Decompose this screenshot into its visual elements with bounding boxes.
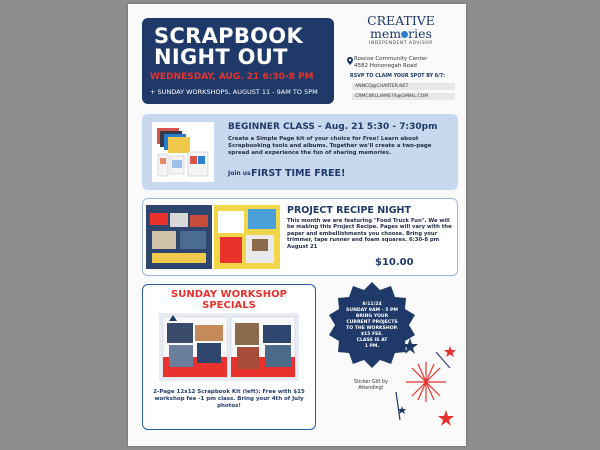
project-recipe-panel [142, 198, 458, 276]
badge-line-1: 8/11/24 [362, 302, 382, 307]
location-block [354, 56, 427, 69]
sunday-workshop-body: 2-Page 12x12 Scrapbook Kit (left): Free with $15 workshop fee -1 pm class. Bring your 4th of July photos! [153, 389, 305, 409]
badge-line-8: 1 PM. [364, 344, 380, 349]
badge-line-7: CLASS IS AT [356, 338, 388, 343]
email-1[interactable]: ANNCQ@CHARTER.NET [352, 83, 455, 90]
email-2[interactable]: CRMCWILLIAMS74@GMAIL.COM [352, 93, 455, 100]
logo-ries: ries [408, 26, 432, 41]
badge-line-5: TO THE WORKSHOP. [346, 326, 398, 331]
flyer-page [128, 4, 466, 446]
album-kit-image [152, 122, 214, 182]
fireworks-decoration-icon [390, 322, 462, 432]
event-subtitle: + SUNDAY WORKSHOPS, AUGUST 11 - 9AM TO 5PM [150, 88, 318, 96]
badge-line-2: SUNDAY 9AM - 5 PM [346, 308, 398, 313]
sunday-workshop-panel [142, 284, 316, 430]
badge-line-6: $15 FEE. [360, 332, 384, 337]
food-truck-layout-image-2 [214, 205, 280, 269]
sunday-title-line-2: SPECIALS [202, 300, 256, 311]
logo-subtitle: INDEPENDENT ADVISOR [369, 41, 433, 46]
rsvp-label: RSVP TO CLAIM YOUR SPOT BY 8/7: [350, 74, 446, 79]
july-4th-layout-image [159, 313, 299, 381]
logo-line-2 [358, 27, 444, 40]
sticker-gift-note [349, 380, 393, 392]
sunday-workshop-title [143, 289, 315, 311]
title-line-1: SCRAPBOOK [154, 24, 304, 48]
beginner-class-title: BEGINNER CLASS - Aug. 21 5:30 - 7:30pm [228, 122, 438, 132]
map-pin-icon [347, 57, 353, 65]
header-banner [142, 18, 334, 104]
food-truck-layout-image-1 [146, 205, 212, 269]
event-title [154, 26, 303, 68]
creative-memories-logo [358, 14, 444, 46]
badge-line-4: CURRENT PROJECTS [346, 320, 398, 325]
join-us-label: Join us [228, 170, 251, 177]
beginner-class-body: Create a Simple Page kit of your choice for Free! Learn about Scrapbooking tools and albums. Together we'll create a two-page spread and experience the fun of sharing memories. [228, 136, 432, 156]
sticker-line-2: Attending! [358, 386, 384, 391]
title-line-2: NIGHT OUT [154, 45, 288, 69]
location-name: Roscoe Community Center [354, 56, 428, 62]
badge-line-3: BRING YOUR [355, 314, 389, 319]
first-time-free: FIRST TIME FREE! [251, 168, 346, 179]
logo-mem: mem [370, 26, 402, 41]
event-date: WEDNESDAY, AUG. 21 6:30-8 PM [150, 72, 314, 82]
project-recipe-price: $10.00 [375, 257, 414, 268]
beginner-class-panel [142, 114, 458, 190]
project-recipe-body: This month we are featuring "Food Truck Fun". We will be making this Project Recipe. Pages will vary with the paper and embellishments you choose. Bring your trimmer, tape runner and foam squares. 6:30-8 pm August 21 [287, 218, 452, 250]
project-recipe-title: PROJECT RECIPE NIGHT [287, 205, 411, 216]
sticker-line-1: Sticker Gift by [354, 380, 388, 385]
logo-line-1: CREATIVE [367, 13, 435, 28]
location-address: 4582 Hononegah Road [354, 62, 417, 69]
sunday-title-line-1: SUNDAY WORKSHOP [171, 289, 287, 300]
